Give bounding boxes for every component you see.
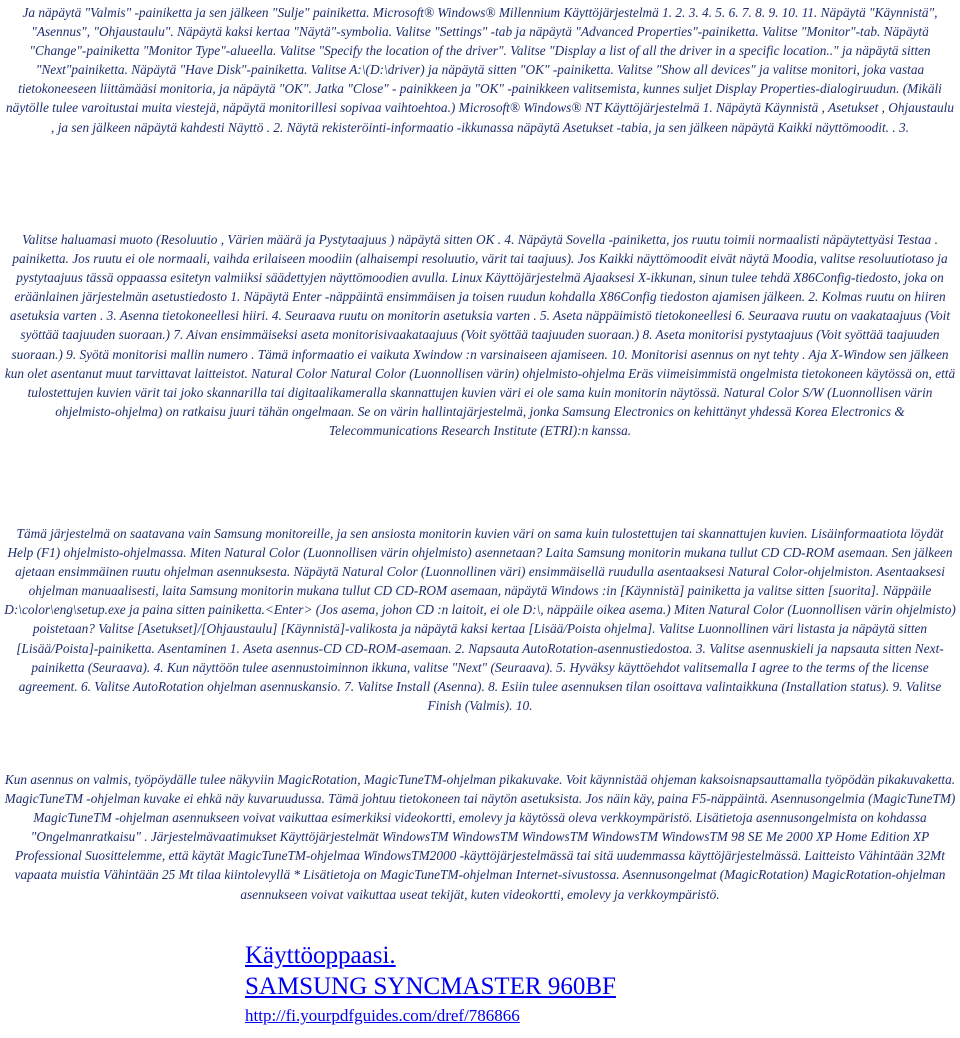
url-link[interactable]: http://fi.yourpdfguides.com/dref/786866 [245,1006,520,1025]
paragraph-natural-color-install: Tämä järjestelmä on saatavana vain Samsung monitoreille, ja sen ansiosta monitorin kuvien väri on sama kuin tulostettujen tai skannattujen kuvien. Lisäinformaatiota löydät Help (F1) ohjelmisto-ohjelmassa. Miten Natural Color (Luonnollisen värin ohjelmisto) asennetaan? Laita Samsung monitorin mukana tullut CD CD-ROM asemaan. Sen jälkeen ajetaan ensimmäinen ruutu ohjelman asennuksesta. Näpäytä Natural Color (Luonnollinen väri) ensimmäisellä ruudulla asentaaksesi Natural Color-ohjelmiston. Asentaaksesi ohjelman manuaalisesti, laita Samsung monitorin mukana tullut CD CD-ROM asemaan, näpäytä Windows :in [Käynnistä] painiketta ja valitse sitten [suorita]. Näppäile D:\color\eng\setup.exe ja paina sitten painiketta.<Enter> (Jos asema, johon CD :n laitoit, ei ole D:\, näppäile oikea asema.) Miten Natural Color (Luonnollisen värin ohjelmisto) poistetaan? Valitse [Asetukset]/[Ohjaustaulu] [Käynnistä]-valikosta ja näpäytä kaksi kertaa [Lisää/Poista ohjelma]. Valitse Luonnollinen väri listasta ja näpäytä sitten [Lisää/Poista]-painiketta. Asentaminen 1. Aseta asennus-CD CD-ROM-asemaan. 2. Napsauta AutoRotation-asennustiedostoa. 3. Valitse asennuskieli ja napsauta sitten Next-painiketta (Seuraava). 4. Kun näyttöön tulee asennustoiminnon ikkuna, valitse "Next" (Seuraava). 5. Hyväksy käyttöehdot valitsemalla I agree to the terms of the license agreement. 6. Valitse AutoRotation ohjelman asennuskansio. 7. Valitse Install (Asenna). 8. Esiin tulee asennuksen tilan osoittava valintaikkuna (Installation status). 9. Valitse Finish (Valmis). 10. [4,526,956,713]
footer-links [245,940,616,1027]
paragraph-linux-natural-color: Valitse haluamasi muoto (Resoluutio , Värien määrä ja Pystytaajuus ) näpäytä sitten OK . 4. Näpäytä Sovella -painiketta, jos ruutu toimii normaalisti näpäytettyäsi Testaa . painiketta. Jos ruutu ei ole normaali, vaihda erilaiseen moodiin (alhaisempi resoluutio, värit tai taajuus). Jos Kaikki näyttömoodit eivät näytä Moodia, valitse resoluutiotaso ja pystytaajuus tässä oppaassa esitetyn valmiiksi säädettyjen näyttömoodien avulla. Linux Käyttöjärjestelmä Ajaaksesi X-ikkunan, sinun tulee tehdä X86Config-tiedosto, joka on eräänlainen järjestelmän asetustiedosto 1. Näpäytä Enter -näppäintä ensimmäisen ja toisen ruudun kohdalla X86Config tiedoston ajamisen jälkeen. 2. Kolmas ruutu on hiiren asetuksia varten . 3. Asenna tietokoneellesi hiiri. 4. Seuraava ruutu on monitorin asetuksia varten . 5. Aseta näppäimistö tietokoneellesi 6. Seuraava ruutu on vaakataajuus (Voit syöttää taajuuden suoraan.) 7. Aivan ensimmäiseksi aseta monitorisivaakataajuus (Voit syöttää taajuuden suoraan.) 8. Aseta monitorisi pystytaajuus (Voit syöttää taajuuden suoraan.) 9. Syötä monitorisi mallin numero . Tämä informaatio ei vaikuta Xwindow :n varsinaiseen ajamiseen. 10. Monitorisi asennus on nyt tehty . Aja X-Window sen jälkeen kun olet asentanut muut tarvittavat laitteistot. Natural Color Natural Color (Luonnollisen värin) ohjelmisto-ohjelma Eräs viimeisimmistä ongelmista tietokoneen käytössä on, että tulostettujen kuvien värit tai joko skannarilla tai digitaalikameralla skannattujen kuvien väri ei ole sama kuin monitorin näytössä. Natural Color S/W (Luonnollisen värin ohjelmisto-ohjelma) on ratkaisu juuri tähän ongelmaan. Se on värin hallintajärjestelmä, jonka Samsung Electronics on kehittänyt yhdessä Korea Electronics & Telecommunications Research Institute (ETRI):n kanssa. [4,232,956,438]
product-link[interactable]: SAMSUNG SYNCMASTER 960BF [245,973,616,1000]
paragraph-windows-install: Ja näpäytä "Valmis" -painiketta ja sen jälkeen "Sulje" painiketta. Microsoft® Windows® Millennium Käyttöjärjestelmä 1. 2. 3. 4. 5. 6. 7. 8. 9. 10. 11. Näpäytä "Käynnistä", "Asennus", "Ohjaustaulu". Näpäytä kaksi kertaa "Näytä"-symbolia. Valitse "Settings" -tab ja näpäytä "Advanced Properties"-painiketta. Valitse "Monitor"-tab. Näpäytä "Change"-painiketta "Monitor Type"-alueella. Valitse "Specify the location of the driver". Valitse "Display a list of all the driver in a specific location.." ja näpäytä sitten "Next"painiketta. Näpäytä "Have Disk"-painiketta. Valitse A:\(D:\driver) ja näpäytä sitten "OK" -painiketta. Valitse "Show all devices" ja valitse monitori, joka vastaa tietokoneeseen liittämääsi monitoria, ja näpäytä "OK". Jatka "Close" - painikkeen ja "OK" -painikkeen valitsemista, kunnes suljet Display Properties-dialogiruudun. (Mikäli näytölle tulee varoitustai muita viestejä, näpäytä monitorillesi sopivaa vaihtoehtoa.) Microsoft® Windows® NT Käyttöjärjestelmä 1. Näpäytä Käynnistä , Asetukset , Ohjaustaulu , ja sen jälkeen näpäytä kahdesti Näyttö . 2. Näytä rekisteröinti-informaatio -ikkunassa näpäytä Asetukset -tabia, ja sen jälkeen näpäytä Kaikki näyttömoodit. . 3. [6,5,954,135]
paragraph-magictune: Kun asennus on valmis, työpöydälle tulee näkyviin MagicRotation, MagicTuneTM-ohjelman pikakuvake. Voit käynnistää ohjeman kaksoisnapsauttamalla työpödän pikakuvaketta. MagicTuneTM -ohjelman kuvake ei ehkä näy kuvaruudussa. Tämä johtuu tietokoneen tai näytön asetuksista. Jos näin käy, paina F5-näppäintä. Asennusongelmia (MagicTuneTM) MagicTuneTM -ohjelman asennukseen voivat vaikuttaa esimerkiksi videokortti, emolevy ja käytössä oleva verkkoympäristö. Lisätietoja asennusongelmista on kohdassa "Ongelmanratkaisu" . Järjestelmävaatimukset Käyttöjärjestelmät WindowsTM WindowsTM WindowsTM WindowsTM WindowsTM 98 SE Me 2000 XP Home Edition XP Professional Suosittelemme, että käytät MagicTuneTM-ohjelmaa WindowsTM2000 -käyttöjärjestelmässä tai sitä uudemmassa käyttöjärjestelmässä. Laitteisto Vähintään 32Mt vapaata muistia Vähintään 25 Mt tilaa kiintolevyllä * Lisätietoja on MagicTuneTM-ohjelman Internet-sivustossa. Asennusongelmat (MagicRotation) MagicRotation-ohjelman asennukseen voivat vaikuttaa useat tekijät, kuten videokortti, emolevy ja verkkoympäristö. [4,772,956,902]
manual-link[interactable]: Käyttöoppaasi. [245,942,396,969]
